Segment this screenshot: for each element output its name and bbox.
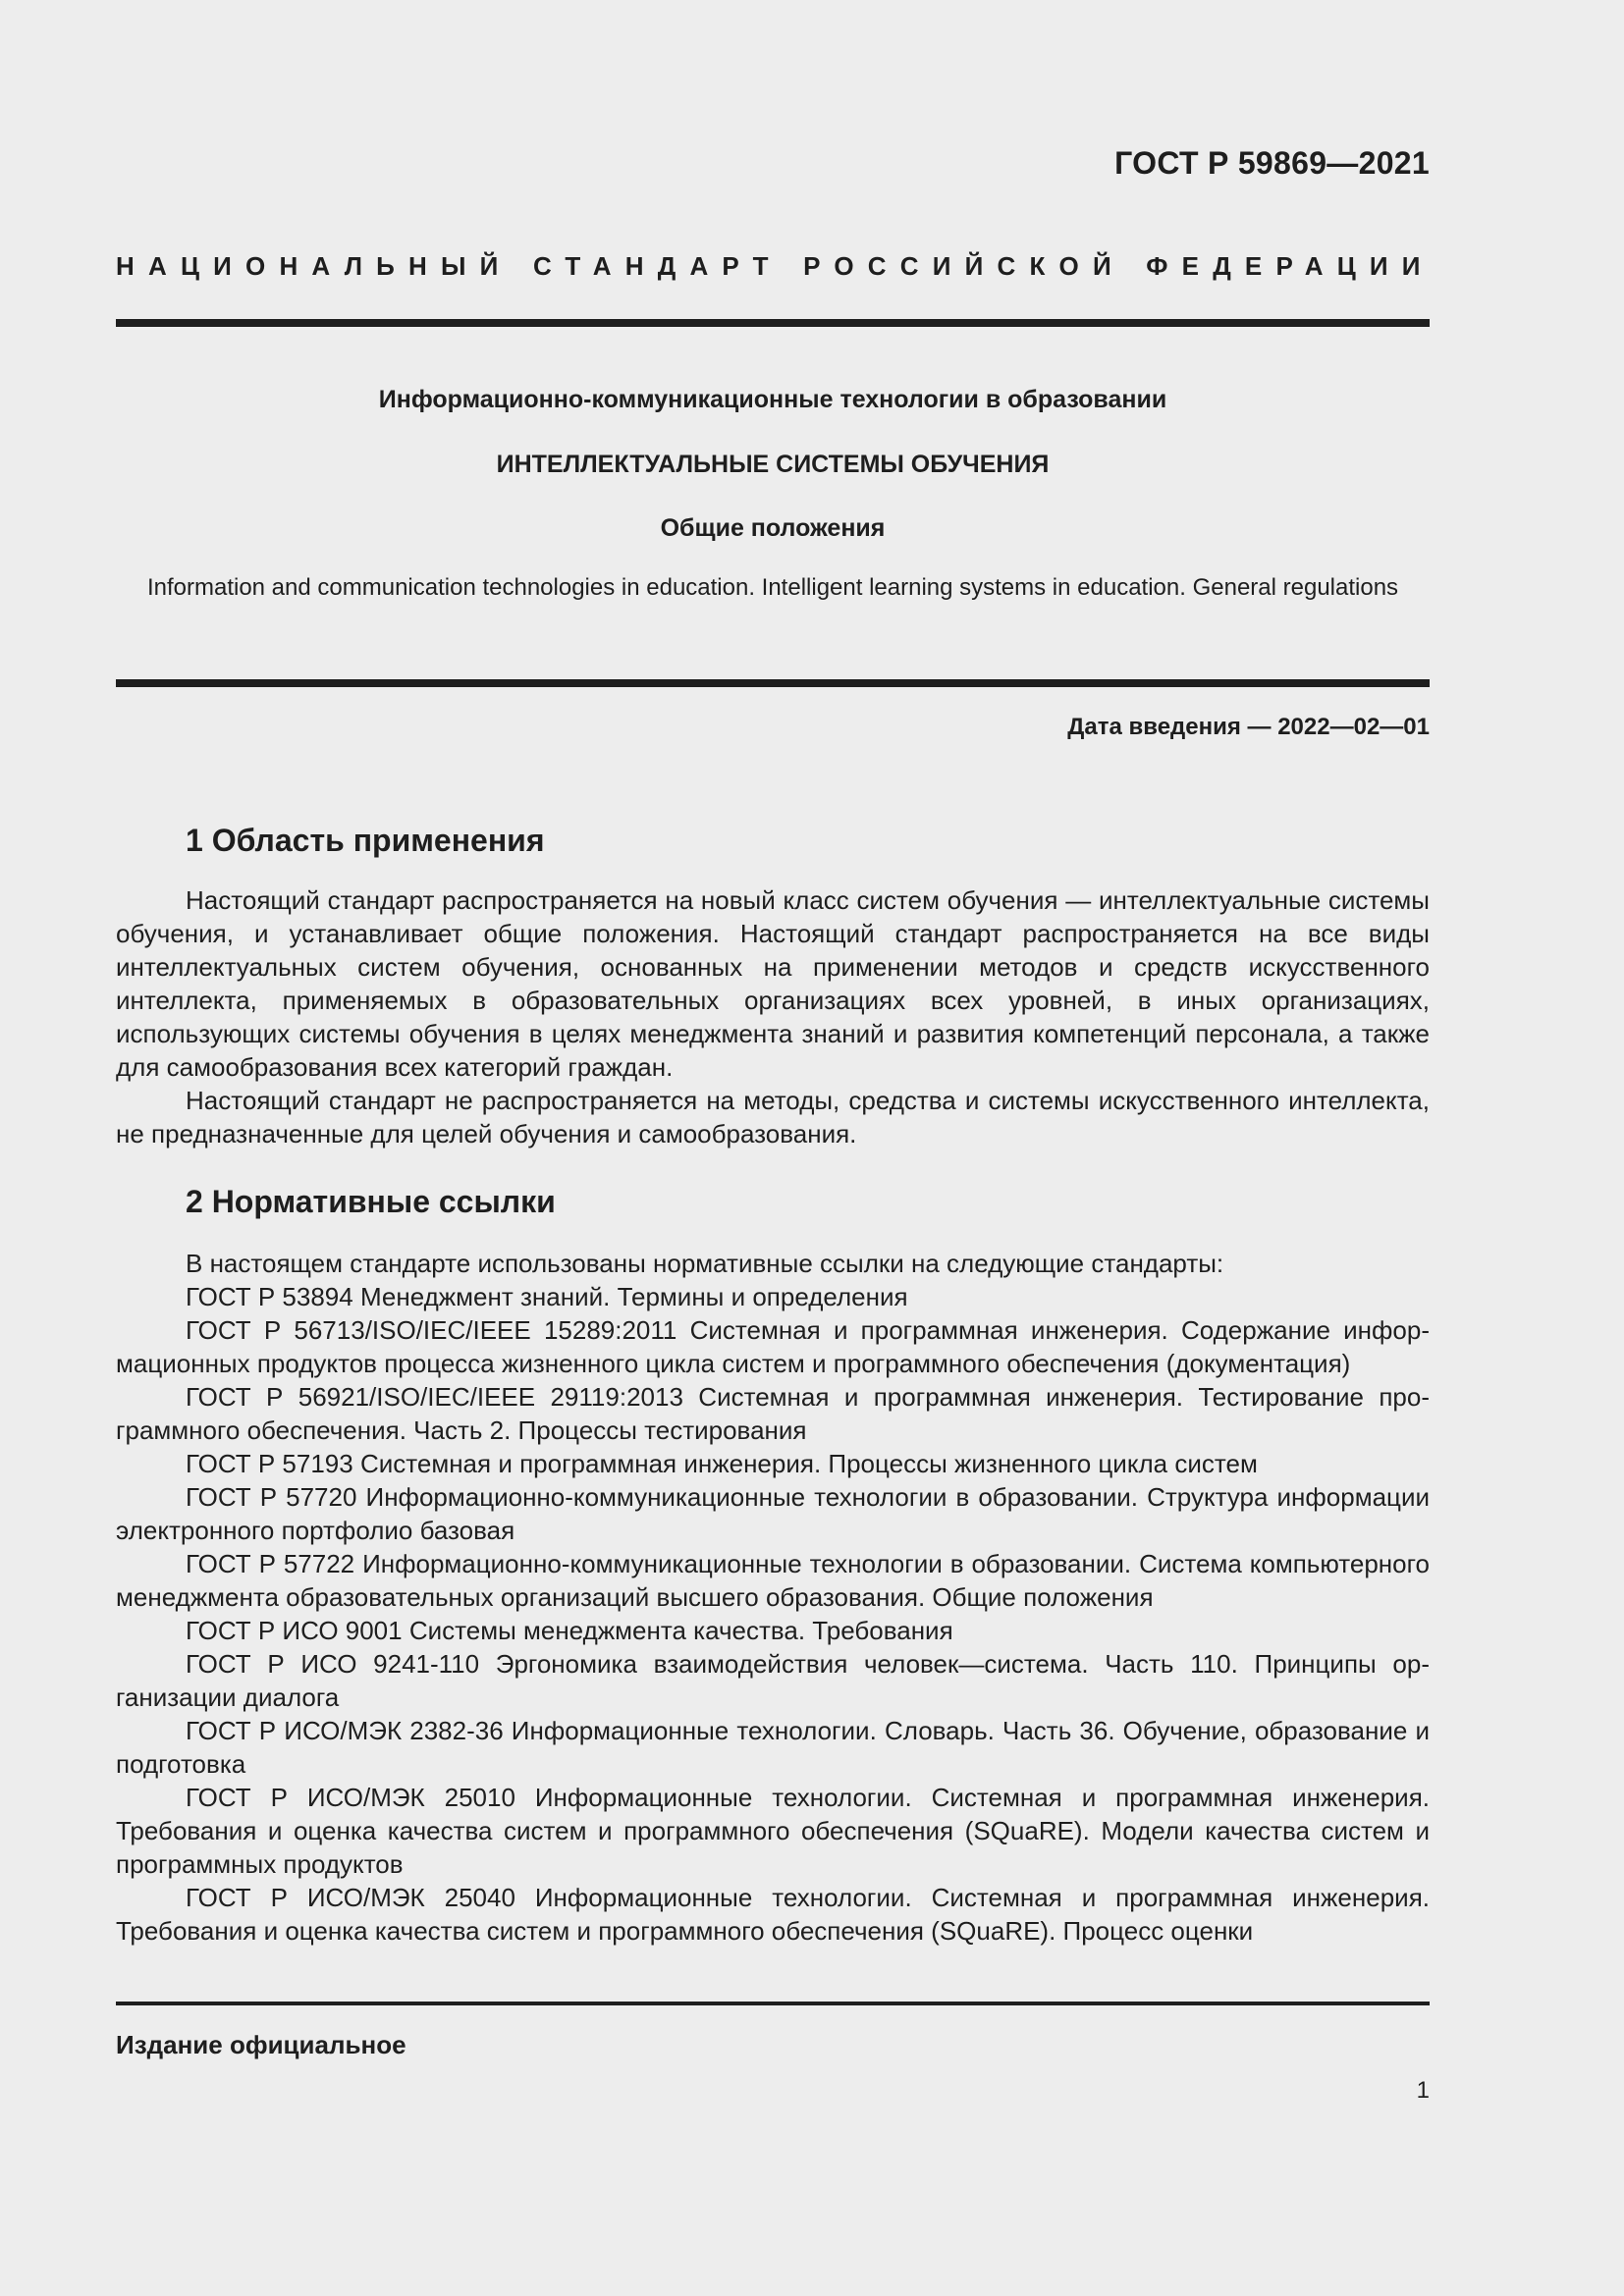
reference-item: ГОСТ Р ИСО 9241-110 Эргономика взаимодействия человек—система. Часть 110. Принципы организации диалога <box>116 1649 1430 1712</box>
title-bottom-rule <box>116 679 1430 687</box>
section-2-body <box>116 1247 1430 1948</box>
title-subject: Информационно-коммуникационные технологии в образовании <box>378 386 1167 413</box>
title-main: ИНТЕЛЛЕКТУАЛЬНЫЕ СИСТЕМЫ ОБУЧЕНИЯ <box>496 451 1050 478</box>
reference-item: ГОСТ Р 57720 Информационно-коммуникационные технологии в образовании. Структура информации электронного портфолио базовая <box>116 1482 1430 1545</box>
page-number: 1 <box>1416 2077 1430 2104</box>
introduction-date: Дата введения — 2022—02—01 <box>1067 714 1430 740</box>
reference-intro: В настоящем стандарте использованы нормативные ссылки на следующие стандарты: <box>186 1249 1224 1278</box>
reference-item: ГОСТ Р 53894 Менеджмент знаний. Термины и определения <box>186 1282 908 1311</box>
reference-item: ГОСТ Р ИСО/МЭК 25040 Информационные технологии. Системная и программная инженерия. Требования и оценка качества систем и программного обеспечения (SQuaRE). Процесс оценки <box>116 1883 1430 1946</box>
section-1-heading: 1 Область применения <box>186 823 545 858</box>
document-code: ГОСТ Р 59869—2021 <box>1114 145 1430 181</box>
section-1-paragraph: Настоящий стандарт распространяется на новый класс систем обучения — интеллектуальные системы обучения, и устанавливает общие положения. Настоящий стандарт распространяется на все виды интеллектуальных систем обучения, основанных на применении методов и средств искусственного интеллекта, применяемых в образовательных организациях всех уровней, в иных организациях, использующих системы обучения в целях менеджмента знаний и развития компетенций персонала, а также для самообразования всех категорий граждан. <box>116 885 1430 1082</box>
section-2-heading: 2 Нормативные ссылки <box>186 1184 556 1219</box>
reference-item: ГОСТ Р ИСО 9001 Системы менеджмента качества. Требования <box>186 1616 953 1645</box>
title-part: Общие положения <box>660 514 886 542</box>
reference-item: ГОСТ Р 56713/ISO/IEC/IEEE 15289:2011 Системная и программная инженерия. Содержание информационных продуктов процесса жизненного цикла систем и программного обеспечения (документация) <box>116 1315 1430 1378</box>
title-english: Information and communication technologies in education. Intelligent learning systems in education. General regulations <box>146 574 1399 601</box>
reference-item: ГОСТ Р 57722 Информационно-коммуникационные технологии в образовании. Система компьютерного менеджмента образовательных организаций высшего образования. Общие положения <box>116 1549 1430 1612</box>
reference-item: ГОСТ Р ИСО/МЭК 2382-36 Информационные технологии. Словарь. Часть 36. Обучение, образование и подготовка <box>116 1716 1430 1779</box>
reference-item: ГОСТ Р ИСО/МЭК 25010 Информационные технологии. Системная и программная инженерия. Требования и оценка качества систем и программного обеспечения (SQuaRE). Модели качества систем и программных продуктов <box>116 1783 1430 1879</box>
section-1-body <box>116 883 1430 1150</box>
reference-item: ГОСТ Р 56921/ISO/IEC/IEEE 29119:2013 Системная и программная инженерия. Тестирование программного обеспечения. Часть 2. Процессы тестирования <box>116 1382 1430 1445</box>
section-1-paragraph: Настоящий стандарт не распространяется на методы, средства и системы искусственного интеллекта, не предназначенные для целей обучения и самообразования. <box>116 1086 1430 1148</box>
reference-item: ГОСТ Р 57193 Системная и программная инженерия. Процессы жизненного цикла систем <box>186 1449 1258 1478</box>
top-rule <box>116 319 1430 327</box>
national-standard-title: НАЦИОНАЛЬНЫЙ СТАНДАРТ РОССИЙСКОЙ ФЕДЕРАЦИИ <box>116 251 1435 281</box>
official-edition-label: Издание официальное <box>116 2030 406 2059</box>
footer-rule <box>116 2002 1430 2005</box>
